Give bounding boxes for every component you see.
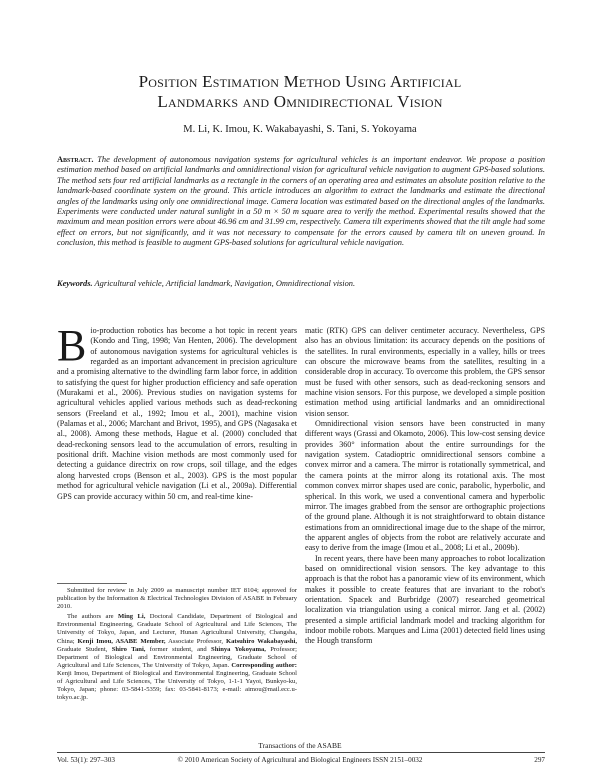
fn-corr: Corresponding author: <box>231 661 298 669</box>
drop-cap: B <box>57 321 87 370</box>
abstract <box>57 155 545 249</box>
fn-imou-desc: Associate Professor, <box>168 637 224 645</box>
left-column <box>57 321 297 502</box>
keywords <box>57 279 545 289</box>
fn-li: Ming Li, <box>118 613 146 621</box>
keywords-label: Keywords. <box>57 279 93 288</box>
footer-page-number: 297 <box>534 756 545 764</box>
fn-yoko: Shinya Yokoyama, <box>211 645 266 653</box>
footer-copyright: © 2010 American Society of Agricultural and Biological Engineers ISSN 2151–0032 <box>177 756 423 764</box>
footnote-submitted: Submitted for review in July 2009 as manuscript number IET 8104; approved for publication by the Information & Electrical Technologies Division of ASABE in February 2010. <box>57 587 297 611</box>
fn-tani-desc: former student, and <box>149 645 207 653</box>
journal-name: Transactions of the ASABE <box>258 741 342 750</box>
paper-title <box>60 72 540 112</box>
right-paragraph-3: In recent years, there have been many approaches to robot localization based on omnidirectional vision sensors. The key advantage to this approach is that the robot has a panoramic view of its environment, which makes it possible to create features that are invariant to the robot's orientation. Spacek and Burbridge (2007) researched geometrical localization via triangulation using a conical mirror. Jang et al. (2002) presented a simple artificial landmark model and tracking algorithm for indoor mobile robots. Marques and Lima (2001) detected field lines using the Hough transform <box>305 553 545 646</box>
authors: M. Li, K. Imou, K. Wakabayashi, S. Tani, S. Yokoyama <box>183 124 417 135</box>
fn-yoko-desc: Professor; Department of Biological and Environmental Engineering, Graduate School of Agricultural and Life Sciences, The University of Tokyo, Japan. <box>57 645 298 669</box>
keywords-text: Agricultural vehicle, Artificial landmark, Navigation, Omnidirectional vision. <box>94 279 356 288</box>
footer-divider <box>57 752 545 753</box>
footnote-divider <box>57 583 127 584</box>
fn-corr-desc: Kenji Imou, Department of Biological and Environmental Engineering, Graduate School of Agricultural and Life Sciences, The University of Tokyo, 1-1-1 Yayoi, Bunkyo-ku, Tokyo, Japan; phone: 03-5841-5359; fax: 03-5841-8173; e-mail: aimou@mail.ecc.u-tokyo.ac.jp. <box>57 669 297 702</box>
right-column <box>305 326 545 647</box>
fn-authors-intro: The authors are <box>67 613 114 621</box>
right-paragraph-2: Omnidirectional vision sensors have been constructed in many different ways (Grassi and Okamoto, 2006). This low-cost sensing device provides 360° information about the entire surroundings for the navigation system. Catadioptric omnidirectional sensors combine a convex mirror and a camera. The mirror is rotationally symmetrical, and the camera points at the mirror along its rotational axis. The most common convex mirror shapes used are conic, parabolic, hyperbolic, and spherical. In this work, we used a conventional camera and hyperbolic mirror. The images grabbed from the sensor are orthographic projections of the ground plane. Although it is not straightforward to obtain distance estimations from an omnidirectional image due to the shape of the mirror, the apparent angles of objects from the robot are relatively accurate and easy to derive from the image (Imou et al., 2008; Li et al., 2009b). <box>305 419 545 553</box>
fn-tani: Shiro Tani, <box>111 645 146 653</box>
abstract-text: The development of autonomous navigation systems for agricultural vehicles is an important endeavor. We propose a position estimation method based on artificial landmarks and omnidirectional vision for agricultural vehicle navigation to augment GPS-based solutions. The method sets four red artificial landmarks as a rectangle in the corners of an operating area and estimates an absolute position relative to the landmark-based coordinate system on the ground. This article introduces an algorithm to extract the landmarks and estimate the directional angles of the landmarks using only one omnidirectional image. Camera location was estimated based on the directional angles of the landmarks. Experiments were conducted under natural sunlight in a 50 m × 50 m square area to verify the method. Experimental results showed that the maximum and mean position errors were about 46.96 cm and 31.99 cm, respectively. Camera tilt experiments showed that the tilt angle had some effect on errors, but not significantly, and it was not necessary to compensate for the errors caused by camera tilt on uneven ground. In conclusion, this method is feasible to augment GPS-based solutions for agricultural vehicle navigation. <box>57 155 546 248</box>
intro-text: io-production robotics has become a hot topic in recent years (Kondo and Ting, 1998; Van Henten, 2006). The development of autonomous navigation systems for agricultural vehicles is regarded as an important advancement in precision agriculture and a promising alternative to the dwindling farm labor force, in addition to satisfying the quest for higher production efficiency and safe operation (Murakami et al., 2006). Previous studies on navigation systems for agricultural vehicles applied various methods such as dead-reckoning sensors (Freeland et al., 1992; Imou et al., 2001), machine vision (Palamas et al., 2006; Marchant and Brivot, 1995), and GPS (Nagasaka et al., 2008). Among these methods, Hague et al. (2000) concluded that dead-reckoning sensors lead to the accumulation of errors, resulting in positional drift. Machine vision methods are most commonly used for detecting a guidance directrix on row crops, soil tillage, and the edges along harvested crops (Benson et al., 2003). GPS is the most popular method for agricultural vehicle navigation (Li et al., 2009a). Differential GPS can provide accuracy within 50 cm, and real-time kine- <box>57 326 297 501</box>
footnote-authors <box>57 613 297 702</box>
fn-imou: Kenji Imou, ASABE Member, <box>77 637 166 645</box>
right-paragraph-1: matic (RTK) GPS can deliver centimeter accuracy. Nevertheless, GPS also has an obvious limitation: its accuracy depends on the positions of the satellites. In rural environments, especially in a valley, hills or trees can obscure the microwave beams from the satellites, resulting in a considerable drop in accuracy. To overcome this problem, the GPS sensor must be fused with other sensors, such as dead-reckoning sensors and machine vision sensors. For this purpose, we developed a simple position estimation method using artificial landmarks and an omnidirectional vision sensor. <box>305 326 545 418</box>
fn-waka-desc: Graduate Student, <box>57 645 108 653</box>
footer-volume: Vol. 53(1): 297–303 <box>57 756 115 764</box>
abstract-label: Abstract. <box>57 155 94 164</box>
title-line-2: Landmarks and Omnidirectional Vision <box>157 92 443 111</box>
title-line-1: Position Estimation Method Using Artificial <box>138 72 462 91</box>
fn-waka: Katsuhiro Wakabayashi, <box>225 637 297 645</box>
intro-paragraph <box>57 321 297 502</box>
footnote <box>57 587 297 704</box>
fn-li-desc: Doctoral Candidate, Department of Biological and Environmental Engineering, Graduate School of Agricultural and Life Sciences, The University of Tokyo, Japan, and Lecturer, Hunan Agricultural University, Changsha, China; <box>57 613 297 645</box>
